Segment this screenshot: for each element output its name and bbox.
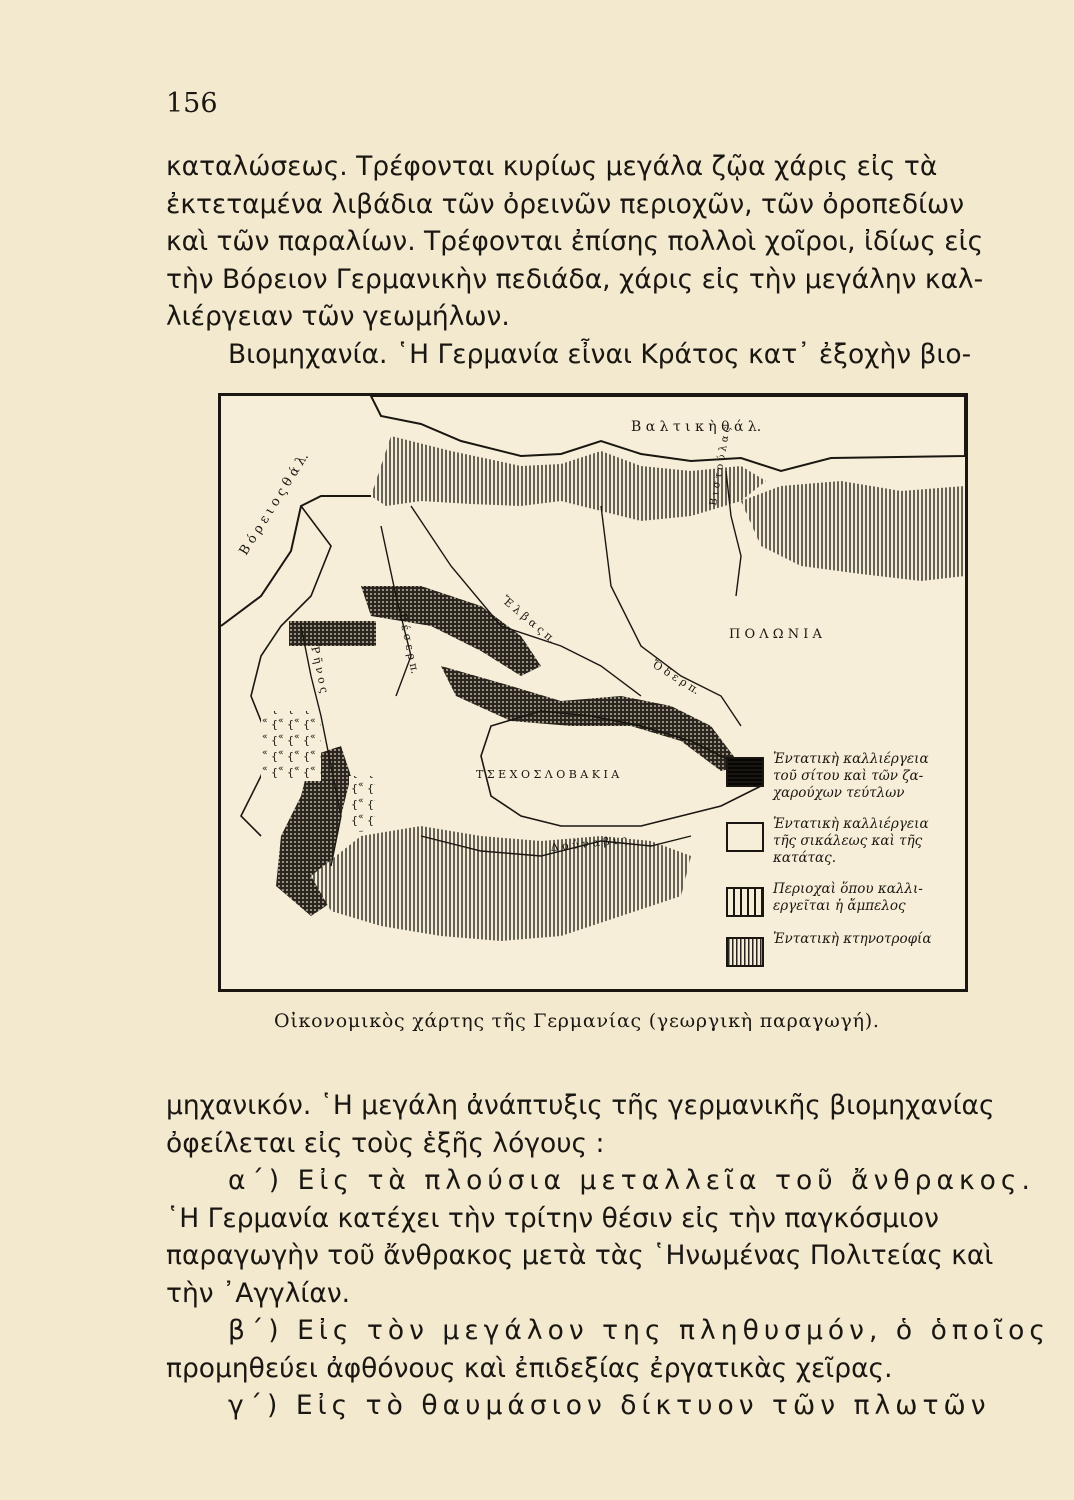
map-caption: Οἰκονομικὸς χάρτης τῆς Γερμανίας (γεωργικὴ παραγωγή). bbox=[274, 1010, 880, 1032]
text-line: ῾Η Γερμανία κατέχει τὴν τρίτην θέσιν εἰς τὴν παγκόσμιον bbox=[166, 1202, 939, 1234]
legend-item-rye-potato bbox=[726, 816, 964, 867]
legend-label: Περιοχαὶ ὅπου καλλι- εργεῖται ἡ ἄμπελος bbox=[773, 881, 923, 914]
map-label-elbe: Ἔ λ β α ς π. bbox=[499, 593, 559, 646]
top-paragraph bbox=[166, 148, 1012, 373]
text-line: μηχανικόν. ῾Η μεγάλη ἀνάπτυξις τῆς γερμανικῆς βιομηχανίας bbox=[166, 1090, 995, 1121]
map-label-oder: Ὄ δ ε ρ π. bbox=[649, 657, 702, 698]
map-legend bbox=[726, 751, 964, 981]
page-number: 156 bbox=[166, 88, 218, 119]
north-sea-coast bbox=[221, 496, 371, 626]
economic-map bbox=[218, 393, 968, 992]
legend-item-vineyards bbox=[726, 881, 964, 917]
text-line: λιέργειαν τῶν γεωμήλων. bbox=[166, 301, 510, 332]
text-line: τὴν Βόρειον Γερμανικὴν πεδιάδα, χάρις εἰς τὴν μεγάλην καλ- bbox=[166, 263, 984, 295]
text-line: ἐκτεταμένα λιβάδια τῶν ὀρεινῶν περιοχῶν, τῶν ὀροπεδίων bbox=[166, 188, 965, 220]
legend-label: Ἐντατικὴ κτηνοτροφία bbox=[773, 931, 932, 947]
text-line: καταλώσεως. Τρέφονται κυρίως μεγάλα ζῷα χάρις εἰς τὰ bbox=[166, 151, 938, 182]
map-label-weser: Β έ σ ε ρ π. bbox=[396, 611, 422, 675]
text-line: τὴν ᾽Αγγλίαν. bbox=[166, 1277, 351, 1309]
text-line: προμηθεύει ἀφθόνους καὶ ἐπιδεξίας ἐργατικὰς χεῖρας. bbox=[166, 1352, 893, 1384]
southern-livestock-zone bbox=[311, 826, 691, 941]
legend-label: Ἐντατικὴ καλλιέργεια τοῦ σίτου καὶ τῶν ζα- χαρούχων τεύτλων bbox=[773, 751, 929, 801]
map-label-czechoslovakia: Τ Σ Ε Χ Ο Σ Λ Ο Β Α Κ Ι Α bbox=[476, 768, 620, 781]
legend-label: Ἐντατικὴ καλλιέργεια τῆς σικάλεως καὶ τῆς κατάτας. bbox=[773, 816, 929, 866]
bottom-paragraph bbox=[166, 1087, 1050, 1425]
text-line: ὀφείλεται εἰς τοὺς ἑξῆς λόγους : bbox=[166, 1127, 605, 1159]
text-line: παραγωγὴν τοῦ ἄνθρακος μετὰ τὰς ῾Ηνωμένας Πολιτείας καὶ bbox=[166, 1240, 994, 1271]
text-line: καὶ τῶν παραλίων. Τρέφονται ἐπίσης πολλοὶ χοῖροι, ἰδίως εἰς bbox=[166, 226, 984, 257]
legend-swatch-blank bbox=[726, 822, 764, 852]
list-item-a: α΄) Εἰς τὰ πλούσια μεταλλεῖα τοῦ ἄνθρακος. bbox=[228, 1165, 1035, 1196]
map-label-danube: Δ ο ύ ν α β ι ς bbox=[549, 833, 628, 854]
moselle-vineyard-zone bbox=[261, 711, 321, 781]
poland-border-livestock-zone bbox=[741, 481, 965, 581]
map-label-baltic: Β α λ τ ι κ ὴ θ ά λ. bbox=[631, 419, 762, 435]
legend-swatch-vines bbox=[726, 887, 764, 917]
legend-item-wheat-beet bbox=[726, 751, 964, 802]
legend-swatch-vertical-hatch bbox=[726, 937, 764, 967]
list-item-b: β΄) Εἰς τὸν μεγάλον της πληθυσμόν, ὁ ὁποῖος bbox=[228, 1315, 1050, 1346]
map-label-rhine: Ῥ ῆ ν ο ς bbox=[308, 643, 331, 695]
list-item-c: γ΄) Εἰς τὸ θαυμάσιον δίκτυον τῶν πλωτῶν bbox=[228, 1390, 991, 1421]
rhine-vineyard-zone bbox=[349, 776, 375, 832]
legend-swatch-grid bbox=[726, 757, 764, 787]
map-label-north-sea: Β ό ρ ε ι ο ς θ ά λ. bbox=[236, 449, 312, 559]
map-label-poland: Π Ο Λ Ω Ν Ι Α bbox=[729, 627, 822, 642]
legend-item-livestock bbox=[726, 931, 964, 967]
map-label-vistula: Β ι σ τ ο ύ λ α ς bbox=[708, 425, 733, 507]
section-heading-line: Βιομηχανία. ῾Η Γερμανία εἶναι Κράτος κατ᾽ ἐξοχὴν βιο- bbox=[228, 338, 972, 370]
oder-river bbox=[601, 506, 741, 726]
